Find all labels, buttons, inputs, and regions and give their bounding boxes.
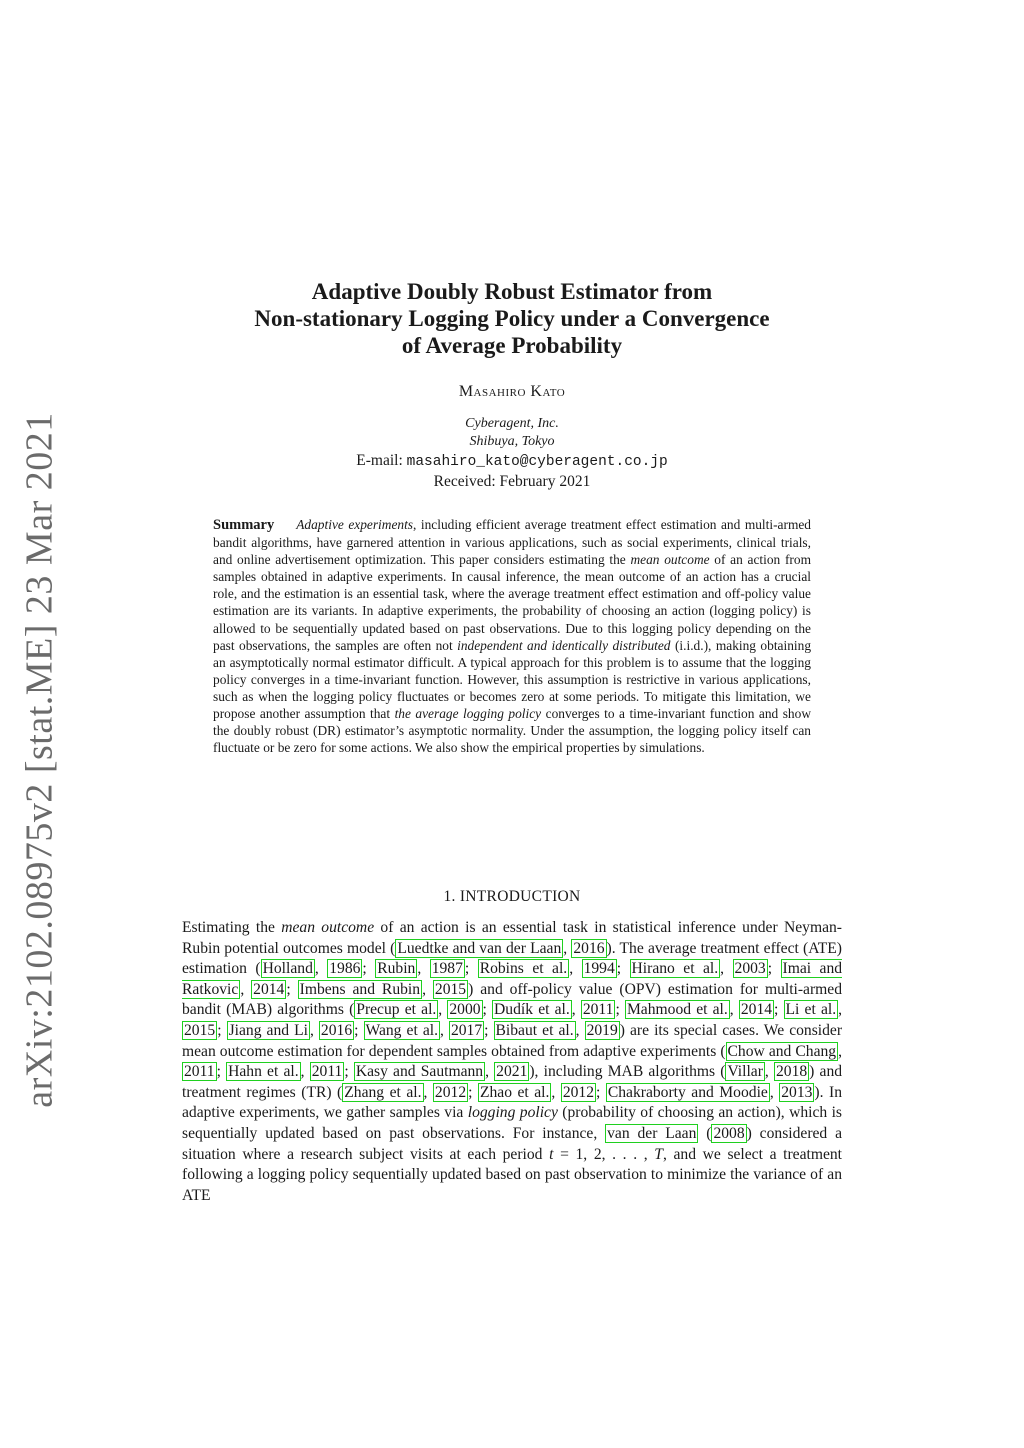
text-run: ; — [362, 960, 376, 978]
text-run: , — [563, 939, 572, 957]
received-date: Received: February 2021 — [433, 473, 591, 490]
citation-link[interactable]: Hahn et al. — [228, 1063, 299, 1081]
text-run: , — [769, 1083, 780, 1101]
text-run: ; — [344, 1063, 354, 1081]
text-run: converges to a time-invariant function and show the doubly robust (DR) estimator’s asymptotic normality. Under the assumption, the logging policy itself can fluctuate or be zero for some actions. We also show the empirical properties by simulations. — [213, 706, 811, 756]
text-run: , — [485, 1063, 495, 1081]
title-line: Non-stationary Logging Policy under a Convergence — [254, 306, 770, 331]
citation-link[interactable]: 2016 — [573, 939, 605, 957]
emphasis-text: mean outcome — [281, 919, 375, 936]
text-run: , — [423, 1083, 433, 1101]
citation-link[interactable]: Jiang and Li — [228, 1021, 308, 1039]
text-run: ; — [774, 1001, 784, 1019]
math-variable: T — [654, 1145, 663, 1163]
title-line: of Average Probability — [401, 333, 623, 358]
text-run: ). In adaptive experiments, we gather samples via — [182, 1083, 843, 1122]
emphasis-text: logging policy — [467, 1104, 558, 1122]
citation-link[interactable]: van der Laan — [607, 1124, 697, 1142]
citation-link[interactable]: 1987 — [431, 960, 463, 978]
citation-link[interactable]: 2015 — [434, 980, 467, 998]
text-run: ; — [468, 1083, 478, 1101]
citation-link[interactable]: 2008 — [713, 1124, 745, 1142]
text-run: , — [422, 980, 433, 998]
text-run: ) considered a situation where a research subject visits at each period — [182, 1124, 842, 1163]
citation-link[interactable]: 2003 — [734, 960, 766, 978]
text-run: , — [551, 1083, 561, 1101]
text-run: ; — [354, 1021, 364, 1039]
citation-link[interactable]: Luedtke and van der Laan — [397, 939, 562, 957]
citation-link[interactable]: 2017 — [450, 1021, 483, 1039]
citation-link[interactable]: 2013 — [781, 1083, 813, 1101]
affiliation-location: Shibuya, Tokyo — [469, 434, 555, 449]
citation-link[interactable]: Zhang et al. — [344, 1083, 422, 1101]
citation-link[interactable]: 2016 — [320, 1021, 353, 1039]
text-run: ; — [482, 1001, 493, 1019]
text-run: , — [309, 1021, 319, 1039]
citation-link[interactable]: 2012 — [434, 1083, 467, 1101]
summary-abstract — [213, 516, 811, 756]
text-run: , — [569, 960, 582, 978]
citation-link[interactable]: Zhao et al. — [479, 1083, 550, 1101]
text-run: , — [720, 960, 733, 978]
affiliation-organization: Cyberagent, Inc. — [465, 416, 559, 431]
text-run: ; — [596, 1083, 606, 1101]
math-variable: t — [549, 1145, 554, 1163]
citation-link[interactable]: 2014 — [253, 980, 285, 998]
emphasis-text: independent and identically distributed — [457, 637, 671, 653]
citation-link[interactable]: 2018 — [775, 1063, 808, 1081]
text-run: , — [729, 1001, 739, 1019]
text-run: ). The average treatment effect (ATE) estimation ( — [182, 939, 842, 978]
citation-link[interactable]: Dudík et al. — [494, 1001, 570, 1019]
citation-link[interactable]: Robins et al. — [479, 960, 568, 978]
text-run: of an action is an essential task in statistical inference under Neyman-Rubin potential outcomes model ( — [182, 919, 842, 957]
text-run: , — [438, 1001, 448, 1019]
text-run: , — [440, 1021, 449, 1039]
citation-link[interactable]: Mahmood et al. — [626, 1001, 728, 1019]
citation-link[interactable]: Holland — [262, 960, 313, 978]
text-run: ; — [286, 980, 298, 998]
text-run: , — [838, 1001, 843, 1019]
text-run: , including efficient average treatment effect estimation and multi-armed bandit algorithms, have garnered attention in various applications, such as social experiments, clinical trials, and online advertisement optimization. This paper considers estimating the — [213, 517, 812, 568]
citation-link[interactable]: 2014 — [740, 1001, 773, 1019]
arxiv-identifier — [18, 412, 62, 1108]
title-line: Adaptive Doubly Robust Estimator from — [311, 279, 713, 304]
citation-link[interactable]: Chow and Chang — [727, 1042, 837, 1060]
citation-link[interactable]: Bibaut et al. — [495, 1021, 574, 1039]
citation-link[interactable]: 1994 — [583, 960, 615, 978]
arxiv-identifier-text: arXiv:2102.08975v2 [stat.ME] 23 Mar 2021 — [19, 412, 61, 1108]
citation-link[interactable]: 2011 — [582, 1001, 614, 1019]
citation-link[interactable]: Villar — [727, 1063, 763, 1081]
citation-link[interactable]: Rubin — [377, 960, 416, 978]
emphasis-text: Adaptive experiments — [296, 517, 414, 532]
text-run: (i.i.d.), making obtaining an asymptotically normal estimator difficult. A typical approach for this problem is to assume that the logging policy converges in a time-invariant function. However, this assumption is restrictive in various applications, such as when the logging policy fluctuates or becomes zero at some periods. To mitigate this limitation, we propose another assumption that — [213, 637, 812, 722]
citation-link[interactable]: Hirano et al. — [631, 960, 719, 978]
text-run: ), including MAB algorithms ( — [529, 1063, 726, 1081]
text-run: , — [838, 1042, 842, 1060]
citation-link[interactable]: Kasy and Sautmann — [355, 1063, 484, 1081]
citation-link[interactable]: 2011 — [311, 1063, 343, 1081]
text-run: , — [240, 980, 252, 998]
citation-link[interactable]: 2012 — [562, 1083, 594, 1101]
text-run: ; — [217, 1021, 227, 1039]
citation-link[interactable]: 2019 — [586, 1021, 618, 1039]
summary-label: Summary — [213, 517, 275, 533]
text-run: , — [314, 960, 328, 978]
text-run: ; — [484, 1021, 494, 1039]
email-address[interactable]: masahiro_kato@cyberagent.co.jp — [406, 454, 668, 470]
text-run: = 1, 2, . . . , — [553, 1145, 655, 1163]
email-line — [150, 452, 874, 470]
email-label: E-mail: — [356, 452, 403, 469]
text-run: ( — [698, 1124, 712, 1142]
text-run: , — [575, 1021, 585, 1039]
summary-body — [213, 517, 811, 755]
text-run: ; — [464, 960, 478, 978]
author-name: Masahiro Kato — [458, 383, 566, 400]
text-run: ; — [216, 1063, 227, 1081]
text-run: ) and off-policy value (OPV) estimation for multi-armed bandit (MAB) algorithms ( — [182, 980, 843, 1019]
text-run: , — [764, 1063, 774, 1081]
text-run: of an action from samples obtained in adaptive experiments. In causal inference, the mean outcome of an action has a crucial role, and the estimation is an essential task, where the average treatment effect estimation and off-policy value estimation are its variants. In adaptive experiments, the probability of choosing an action (logging policy) is allowed to be sequentially updated based on past observations. Due to this logging policy depending on the past observations, the samples are often not — [213, 552, 811, 653]
text-run: ) and treatment regimes (TR) ( — [182, 1063, 843, 1101]
citation-link[interactable]: Precup et al. — [356, 1001, 437, 1019]
text-run: , — [417, 960, 430, 978]
text-run: , and we select a treatment following a logging policy sequentially updated based on past observation to minimize the variance of an ATE — [182, 1145, 843, 1204]
text-run: , — [571, 1001, 581, 1019]
emphasis-text: mean outcome — [630, 552, 710, 568]
citation-link[interactable]: Imbens and Rubin — [299, 980, 421, 998]
citation-link[interactable]: 2011 — [184, 1063, 215, 1081]
text-run: ) are its special cases. We consider mean outcome estimation for dependent samples obtained from adaptive experiments ( — [182, 1021, 843, 1060]
text-run: ; — [616, 960, 630, 978]
citation-link[interactable]: Chakraborty and Moodie — [607, 1083, 768, 1101]
citation-link[interactable]: 2000 — [449, 1001, 481, 1019]
text-run: ; — [767, 960, 781, 978]
citation-link[interactable]: Wang et al. — [365, 1021, 438, 1039]
citation-link[interactable]: 2015 — [184, 1021, 216, 1039]
text-run: Estimating the — [182, 919, 282, 936]
text-run: , — [300, 1063, 310, 1081]
paper-title — [150, 278, 874, 359]
citation-link[interactable]: 1986 — [329, 960, 361, 978]
text-run: (probability of choosing an action), which is sequentially updated based on past observations. For instance, — [182, 1104, 842, 1142]
emphasis-text: the average logging policy — [394, 706, 542, 722]
text-run: ; — [615, 1001, 625, 1019]
citation-link[interactable]: Li et al. — [785, 1001, 837, 1019]
citation-link[interactable]: 2021 — [496, 1063, 528, 1081]
citation-link[interactable]: Imai and Ratkovic — [182, 960, 843, 998]
section-heading-introduction: 1. INTRODUCTION — [443, 888, 581, 905]
introduction-paragraph — [182, 918, 842, 1206]
